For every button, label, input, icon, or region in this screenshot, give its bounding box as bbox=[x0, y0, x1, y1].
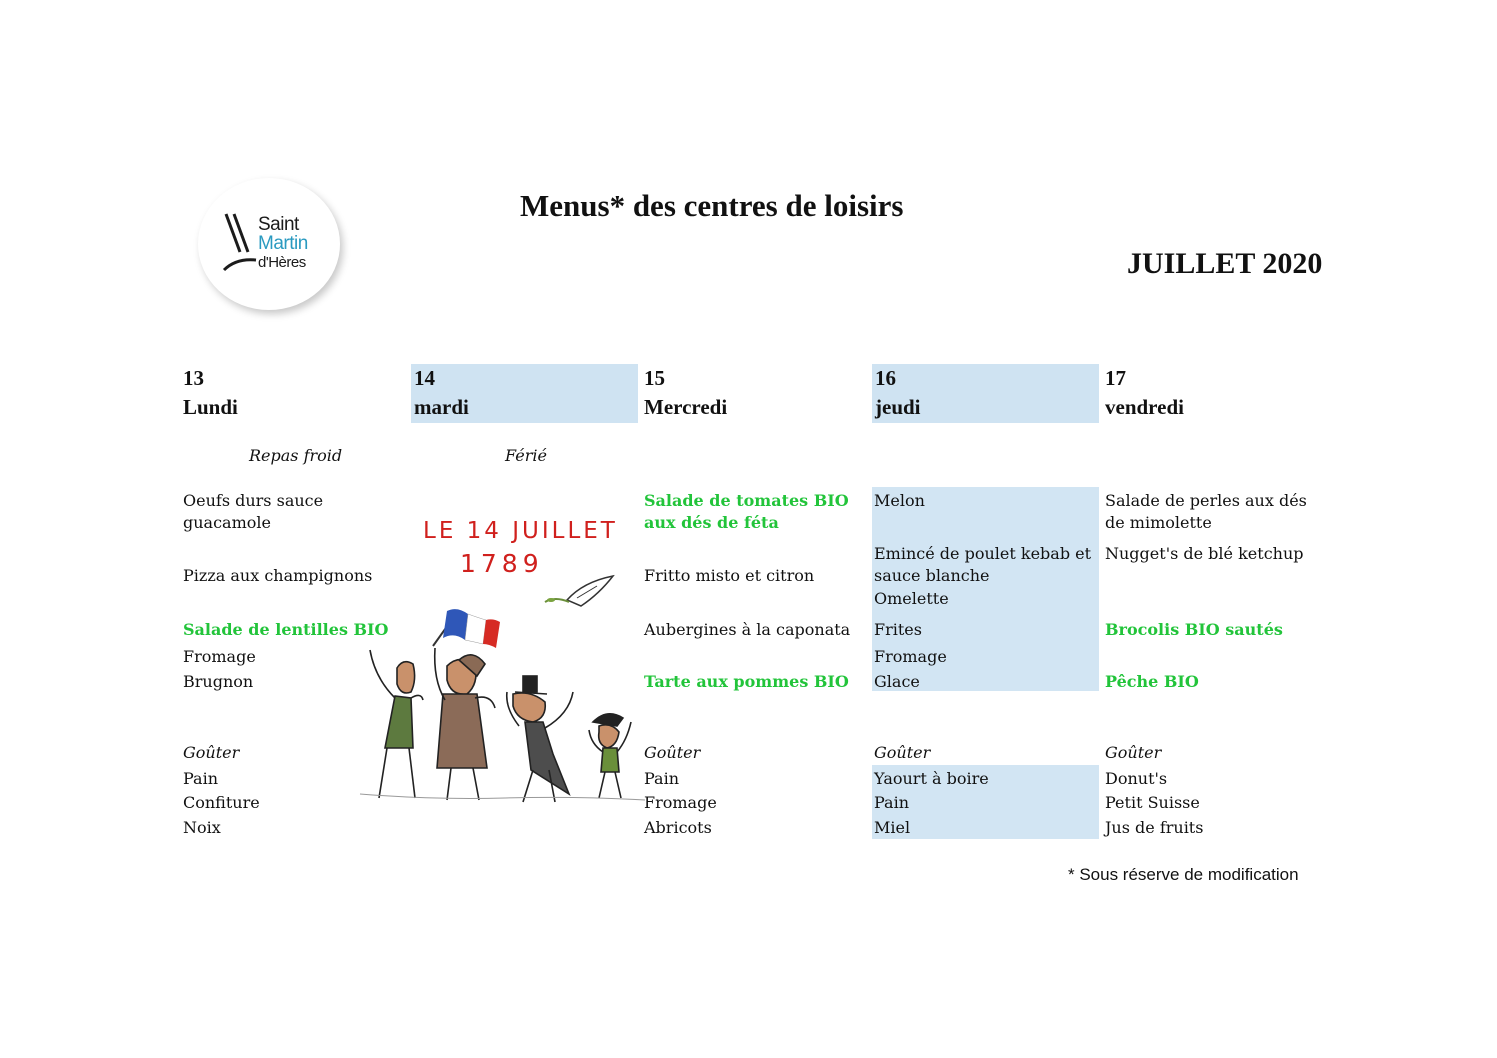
mercredi-gouter-item: Pain bbox=[644, 769, 680, 788]
day-header-17 bbox=[1102, 364, 1332, 423]
jeudi-accompagnement: Frites bbox=[874, 620, 922, 639]
day-header-13 bbox=[180, 364, 410, 423]
mercredi-gouter-label: Goûter bbox=[644, 743, 701, 762]
day-name: Lundi bbox=[183, 395, 238, 419]
day-header-14 bbox=[411, 364, 638, 423]
vendredi-entree: Salade de perles aux dés de mimolette bbox=[1105, 491, 1307, 532]
note-ferie: Férié bbox=[505, 446, 547, 465]
bastille-day-illustration bbox=[355, 508, 655, 820]
figure-center bbox=[435, 648, 495, 800]
day-name: jeudi bbox=[875, 395, 921, 419]
figure-left bbox=[370, 650, 423, 798]
day-number: 16 bbox=[875, 366, 896, 390]
lundi-gouter-item: Noix bbox=[183, 818, 221, 837]
logo-line-dheres: d'Hères bbox=[258, 254, 306, 271]
dove-icon bbox=[545, 576, 613, 606]
jeudi-plat-alternatif: Omelette bbox=[874, 589, 949, 608]
logo-line-saint: Saint bbox=[258, 214, 299, 235]
jeudi-entree: Melon bbox=[874, 491, 925, 510]
mercredi-entree: Salade de tomates BIO aux dés de féta bbox=[644, 491, 849, 532]
day-number: 13 bbox=[183, 366, 204, 390]
mercredi-accompagnement: Aubergines à la caponata bbox=[644, 620, 851, 639]
lundi-plat: Pizza aux champignons bbox=[183, 566, 373, 585]
french-flag-icon bbox=[433, 609, 500, 648]
day-header-16 bbox=[872, 364, 1099, 423]
vendredi-gouter-item: Petit Suisse bbox=[1105, 793, 1200, 812]
mercredi-gouter-item: Abricots bbox=[644, 818, 712, 837]
day-header-15 bbox=[641, 364, 871, 423]
jeudi-fromage: Fromage bbox=[874, 647, 947, 666]
lundi-gouter-label: Goûter bbox=[183, 743, 240, 762]
vendredi-gouter-item: Donut's bbox=[1105, 769, 1168, 788]
day-name: Mercredi bbox=[644, 395, 728, 419]
lundi-gouter-item: Pain bbox=[183, 769, 219, 788]
day-name: vendredi bbox=[1105, 395, 1184, 419]
logo-line-martin: Martin bbox=[258, 233, 308, 254]
mercredi-dessert: Tarte aux pommes BIO bbox=[644, 672, 849, 691]
jeudi-dessert: Glace bbox=[874, 672, 920, 691]
drawing-caption-line2: 1789 bbox=[460, 549, 544, 578]
figure-child bbox=[589, 714, 631, 798]
footnote: * Sous réserve de modification bbox=[1068, 865, 1299, 884]
day-name: mardi bbox=[414, 395, 469, 419]
mercredi-plat: Fritto misto et citron bbox=[644, 566, 815, 585]
ground-line bbox=[360, 794, 645, 800]
figure-right bbox=[507, 676, 573, 802]
jeudi-gouter-item: Miel bbox=[874, 818, 911, 837]
lundi-gouter-item: Confiture bbox=[183, 793, 260, 812]
lundi-entree: Oeufs durs sauce guacamole bbox=[183, 491, 324, 532]
lundi-dessert: Brugnon bbox=[183, 672, 254, 691]
lundi-fromage: Fromage bbox=[183, 647, 256, 666]
vendredi-gouter-item: Jus de fruits bbox=[1105, 818, 1204, 837]
note-repas-froid: Repas froid bbox=[249, 446, 343, 465]
page-title: Menus* des centres de loisirs bbox=[520, 188, 904, 223]
month-title: JUILLET 2020 bbox=[1127, 247, 1323, 280]
jeudi-gouter-label: Goûter bbox=[874, 743, 931, 762]
vendredi-plat: Nugget's de blé ketchup bbox=[1105, 544, 1304, 563]
jeudi-gouter-item: Yaourt à boire bbox=[874, 769, 989, 788]
drawing-caption-line1: LE 14 JUILLET bbox=[423, 518, 618, 544]
vendredi-dessert: Pêche BIO bbox=[1105, 672, 1199, 691]
vendredi-accompagnement: Brocolis BIO sautés bbox=[1105, 620, 1283, 639]
mercredi-gouter-item: Fromage bbox=[644, 793, 717, 812]
logo-text bbox=[258, 215, 308, 272]
lundi-accompagnement: Salade de lentilles BIO bbox=[183, 620, 389, 639]
day-number: 14 bbox=[414, 366, 435, 390]
day-number: 15 bbox=[644, 366, 665, 390]
day-number: 17 bbox=[1105, 366, 1126, 390]
jeudi-gouter-item: Pain bbox=[874, 793, 910, 812]
logo-mark-icon bbox=[222, 212, 258, 274]
jeudi-plat: Emincé de poulet kebab et sauce blanche bbox=[874, 544, 1092, 585]
vendredi-gouter-label: Goûter bbox=[1105, 743, 1162, 762]
